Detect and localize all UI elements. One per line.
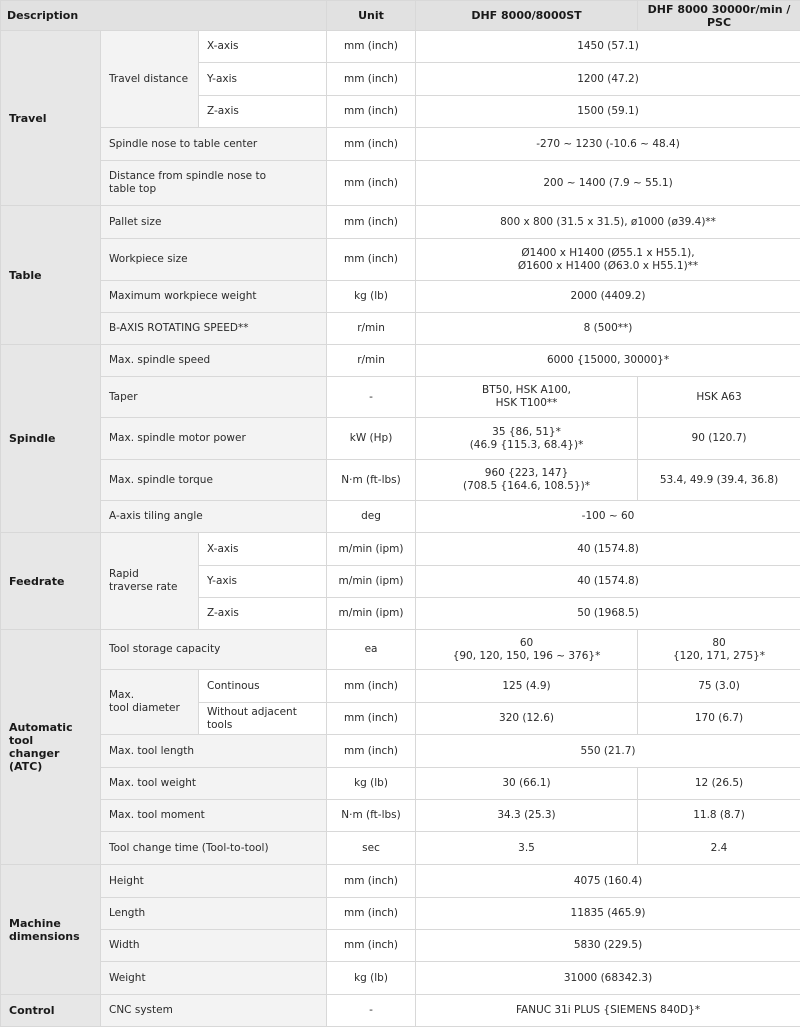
unit-cell: mm (inch) <box>327 161 416 206</box>
value-cell: -270 ~ 1230 (-10.6 ~ 48.4) <box>416 128 800 161</box>
unit-cell: mm (inch) <box>327 735 416 768</box>
unit-cell: m/min (ipm) <box>327 566 416 598</box>
y-axis-label: Y-axis <box>199 566 327 598</box>
taper-label: Taper <box>101 377 327 418</box>
value-cell: 2000 (4409.2) <box>416 281 800 313</box>
table-row <box>1 800 800 832</box>
table-row <box>1 161 800 206</box>
value-cell: 800 x 800 (31.5 x 31.5), ø1000 (ø39.4)** <box>416 206 800 239</box>
unit-cell: mm (inch) <box>327 63 416 96</box>
header-unit: Unit <box>327 1 416 31</box>
table-row <box>1 31 800 63</box>
table-row <box>1 930 800 962</box>
table-row <box>1 670 800 703</box>
label-line: Max. <box>109 689 190 702</box>
value-cell: 31000 (68342.3) <box>416 962 800 995</box>
value-line: 960 {223, 147} <box>424 467 629 480</box>
value-cell: 550 (21.7) <box>416 735 800 768</box>
value-cell: 4075 (160.4) <box>416 865 800 898</box>
value-cell: 125 (4.9) <box>416 670 638 703</box>
value-cell: 8 (500**) <box>416 313 800 345</box>
value-cell: 5830 (229.5) <box>416 930 800 962</box>
value-line: HSK T100** <box>424 397 629 410</box>
value-cell <box>416 460 638 501</box>
category-travel: Travel <box>1 31 101 206</box>
value-cell: 12 (26.5) <box>638 768 800 800</box>
table-row <box>1 281 800 313</box>
tool-weight-label: Max. tool weight <box>101 768 327 800</box>
unit-cell: mm (inch) <box>327 96 416 128</box>
value-cell: 170 (6.7) <box>638 703 800 735</box>
workpiece-weight-label: Maximum workpiece weight <box>101 281 327 313</box>
a-axis-angle-label: A-axis tiling angle <box>101 501 327 533</box>
value-cell: -100 ~ 60 <box>416 501 800 533</box>
category-control: Control <box>1 995 101 1027</box>
category-machine-dimensions <box>1 865 101 995</box>
spindle-torque-label: Max. spindle torque <box>101 460 327 501</box>
value-cell: 34.3 (25.3) <box>416 800 638 832</box>
value-cell <box>416 418 638 460</box>
value-line: 60 <box>424 637 629 650</box>
header-model-2: DHF 8000 30000r/min / PSC <box>638 1 800 31</box>
pallet-size-label: Pallet size <box>101 206 327 239</box>
unit-cell: mm (inch) <box>327 128 416 161</box>
label-line: Rapid <box>109 568 190 581</box>
nose-top-label <box>101 161 327 206</box>
value-cell: HSK A63 <box>638 377 800 418</box>
value-cell <box>416 377 638 418</box>
value-cell: FANUC 31i PLUS {SIEMENS 840D}* <box>416 995 800 1027</box>
category-line: Automatic <box>9 721 92 734</box>
unit-cell: mm (inch) <box>327 239 416 281</box>
value-line: 35 {86, 51}* <box>424 426 629 439</box>
unit-cell: mm (inch) <box>327 670 416 703</box>
unit-cell: kg (lb) <box>327 962 416 995</box>
value-cell: 40 (1574.8) <box>416 566 800 598</box>
table-row <box>1 735 800 768</box>
tool-length-label: Max. tool length <box>101 735 327 768</box>
table-row <box>1 865 800 898</box>
value-cell: 320 (12.6) <box>416 703 638 735</box>
category-line: changer <box>9 747 92 760</box>
table-row <box>1 377 800 418</box>
category-line: tool <box>9 734 92 747</box>
table-row <box>1 460 800 501</box>
unit-cell: mm (inch) <box>327 31 416 63</box>
label-line: table top <box>109 183 318 196</box>
value-cell: 11835 (465.9) <box>416 898 800 930</box>
tool-diameter-label <box>101 670 199 735</box>
category-line: (ATC) <box>9 760 92 773</box>
x-axis-label: X-axis <box>199 533 327 566</box>
nose-center-label: Spindle nose to table center <box>101 128 327 161</box>
value-cell <box>416 239 800 281</box>
unit-cell: mm (inch) <box>327 898 416 930</box>
table-row <box>1 313 800 345</box>
table-row <box>1 533 800 566</box>
value-cell: 1200 (47.2) <box>416 63 800 96</box>
value-line: Ø1400 x H1400 (Ø55.1 x H55.1), <box>424 247 792 260</box>
value-cell: 53.4, 49.9 (39.4, 36.8) <box>638 460 800 501</box>
value-cell <box>638 630 800 670</box>
unit-cell: m/min (ipm) <box>327 598 416 630</box>
category-atc <box>1 630 101 865</box>
table-row <box>1 898 800 930</box>
unit-cell: m/min (ipm) <box>327 533 416 566</box>
label-line: traverse rate <box>109 581 190 594</box>
label-line: tool diameter <box>109 702 190 715</box>
table-row <box>1 501 800 533</box>
category-line: Machine <box>9 917 92 930</box>
value-line: {90, 120, 150, 196 ~ 376}* <box>424 650 629 663</box>
unit-cell: sec <box>327 832 416 865</box>
tool-change-time-label: Tool change time (Tool-to-tool) <box>101 832 327 865</box>
height-label: Height <box>101 865 327 898</box>
unit-cell: - <box>327 995 416 1027</box>
header-model-1: DHF 8000/8000ST <box>416 1 638 31</box>
motor-power-label: Max. spindle motor power <box>101 418 327 460</box>
value-cell: 40 (1574.8) <box>416 533 800 566</box>
workpiece-size-label: Workpiece size <box>101 239 327 281</box>
value-cell: 90 (120.7) <box>638 418 800 460</box>
width-label: Width <box>101 930 327 962</box>
value-cell: 50 (1968.5) <box>416 598 800 630</box>
unit-cell: kg (lb) <box>327 281 416 313</box>
unit-cell: mm (inch) <box>327 865 416 898</box>
value-line: {120, 171, 275}* <box>646 650 792 663</box>
table-row <box>1 418 800 460</box>
value-line: (46.9 {115.3, 68.4})* <box>424 439 629 452</box>
value-cell <box>416 630 638 670</box>
rapid-traverse-label <box>101 533 199 630</box>
table-row <box>1 962 800 995</box>
unit-cell: mm (inch) <box>327 206 416 239</box>
b-axis-speed-label: B-AXIS ROTATING SPEED** <box>101 313 327 345</box>
value-line: BT50, HSK A100, <box>424 384 629 397</box>
table-row <box>1 239 800 281</box>
value-line: Ø1600 x H1400 (Ø63.0 x H55.1)** <box>424 260 792 273</box>
value-line: 80 <box>646 637 792 650</box>
value-cell: 1450 (57.1) <box>416 31 800 63</box>
category-table: Table <box>1 206 101 345</box>
cnc-system-label: CNC system <box>101 995 327 1027</box>
value-cell: 11.8 (8.7) <box>638 800 800 832</box>
travel-distance-label: Travel distance <box>101 31 199 128</box>
unit-cell: deg <box>327 501 416 533</box>
table-row <box>1 345 800 377</box>
z-axis-label: Z-axis <box>199 96 327 128</box>
unit-cell: N·m (ft-lbs) <box>327 460 416 501</box>
table-row <box>1 768 800 800</box>
unit-cell: mm (inch) <box>327 703 416 735</box>
z-axis-label: Z-axis <box>199 598 327 630</box>
value-cell: 6000 {15000, 30000}* <box>416 345 800 377</box>
table-row <box>1 128 800 161</box>
table-row <box>1 630 800 670</box>
table-row <box>1 206 800 239</box>
category-feedrate: Feedrate <box>1 533 101 630</box>
spindle-speed-label: Max. spindle speed <box>101 345 327 377</box>
unit-cell: r/min <box>327 313 416 345</box>
unit-cell: N·m (ft-lbs) <box>327 800 416 832</box>
header-description: Description <box>1 1 327 31</box>
weight-label: Weight <box>101 962 327 995</box>
length-label: Length <box>101 898 327 930</box>
value-cell: 3.5 <box>416 832 638 865</box>
table-row <box>1 832 800 865</box>
x-axis-label: X-axis <box>199 31 327 63</box>
tool-moment-label: Max. tool moment <box>101 800 327 832</box>
value-cell: 1500 (59.1) <box>416 96 800 128</box>
unit-cell: kg (lb) <box>327 768 416 800</box>
storage-capacity-label: Tool storage capacity <box>101 630 327 670</box>
continuous-label: Continous <box>199 670 327 703</box>
header-row <box>1 1 800 31</box>
value-cell: 200 ~ 1400 (7.9 ~ 55.1) <box>416 161 800 206</box>
category-spindle: Spindle <box>1 345 101 533</box>
without-adjacent-label: Without adjacent tools <box>199 703 327 735</box>
category-line: dimensions <box>9 930 92 943</box>
unit-cell: ea <box>327 630 416 670</box>
unit-cell: kW (Hp) <box>327 418 416 460</box>
value-line: (708.5 {164.6, 108.5})* <box>424 480 629 493</box>
label-line: Distance from spindle nose to <box>109 170 318 183</box>
y-axis-label: Y-axis <box>199 63 327 96</box>
unit-cell: r/min <box>327 345 416 377</box>
value-cell: 75 (3.0) <box>638 670 800 703</box>
value-cell: 2.4 <box>638 832 800 865</box>
unit-cell: - <box>327 377 416 418</box>
value-cell: 30 (66.1) <box>416 768 638 800</box>
table-row <box>1 995 800 1027</box>
unit-cell: mm (inch) <box>327 930 416 962</box>
